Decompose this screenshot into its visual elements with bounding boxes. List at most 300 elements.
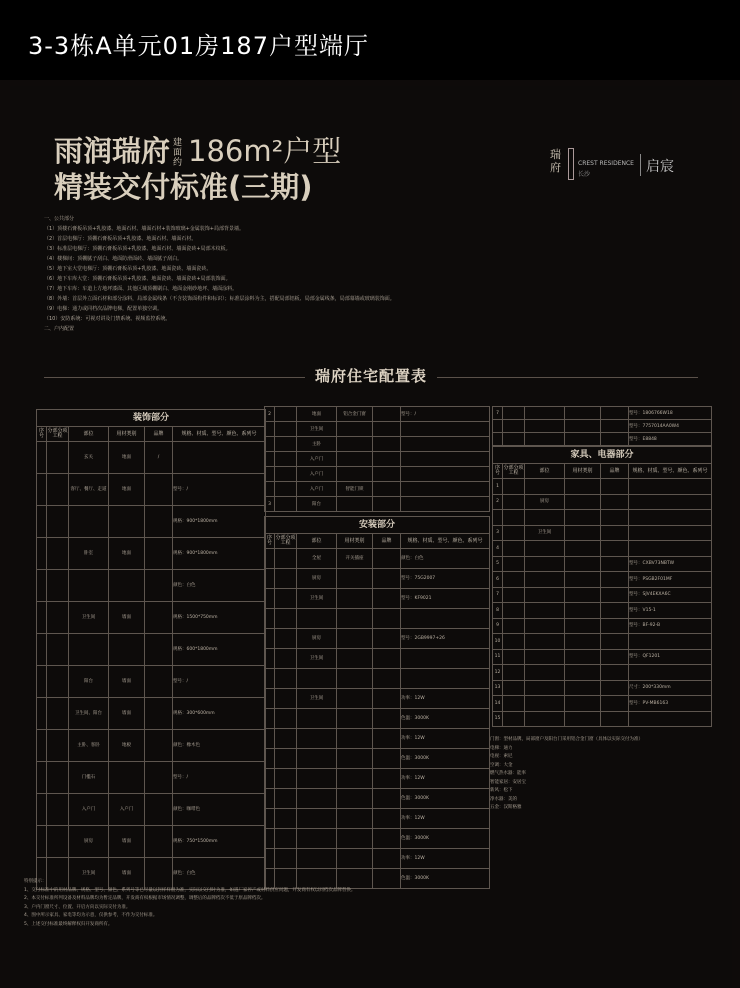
table-cell [173, 442, 266, 474]
table-cell [265, 467, 275, 482]
table-cell [493, 510, 503, 526]
footer-note-line: 3、户内门窗尺寸、位置、开启方向以实际交付为准。 [24, 904, 131, 910]
table-cell [297, 789, 337, 809]
table-cell: 型号：KF9021 [401, 589, 490, 609]
table-cell [601, 433, 629, 446]
footer-note-line: 5、上述交付标准最终解释权归开发商所有。 [24, 921, 113, 927]
table-cell [297, 769, 337, 789]
table-cell [565, 525, 601, 541]
table-cell [337, 452, 373, 467]
table-cell [337, 849, 373, 869]
table-cell [503, 556, 525, 572]
brand-city: 长沙 [578, 171, 591, 178]
table-cell [503, 479, 525, 495]
table-row [265, 407, 490, 422]
column-header: 序号 [493, 464, 503, 479]
table-row [265, 809, 490, 829]
table-cell [525, 556, 565, 572]
table-cell [145, 602, 173, 634]
table-row [265, 669, 490, 689]
table-row [493, 407, 712, 420]
table-cell: 规格：900*1800mm [173, 506, 266, 538]
header-row [37, 427, 266, 442]
table-cell: 入户门 [297, 452, 337, 467]
table-cell [47, 634, 69, 666]
table-cell [275, 669, 297, 689]
table-cell: 1 [493, 479, 503, 495]
section-title: 家具、电器部分 [493, 447, 712, 464]
table-cell [629, 665, 712, 681]
table-cell: 开关插座 [337, 549, 373, 569]
table-cell [337, 669, 373, 689]
column-header: 序号 [265, 534, 275, 549]
table-cell [37, 474, 47, 506]
table-cell [525, 420, 565, 433]
table-cell: 功率：12W [401, 769, 490, 789]
note-line: （10）安防系统：可视对讲及门禁系统、视频监控系统。 [44, 316, 171, 322]
table-cell [565, 407, 601, 420]
note-line: （7）地下车库：车道上方地坪漆面、其他区域顶棚刷白、地面金刚砂地坪、墙面涂料。 [44, 286, 238, 292]
decor-table [36, 409, 266, 890]
footer-note-line: 4、图中所示家具、家电等均为示意，仅供参考，不作为交付标准。 [24, 913, 158, 918]
table-row [37, 826, 266, 858]
table-cell [337, 589, 373, 609]
table-cell [275, 689, 297, 709]
table-cell: 门槛石 [69, 762, 109, 794]
appliance-note-line: 空调：大金 [490, 762, 513, 768]
table-row [37, 794, 266, 826]
table-cell [601, 618, 629, 634]
table-cell: 颜色：白色 [173, 570, 266, 602]
table-cell [297, 749, 337, 769]
table-cell: 型号：/ [173, 762, 266, 794]
table-cell [145, 730, 173, 762]
appliance-note-line: 燃气热水器：能率 [490, 771, 526, 776]
table-cell: 10 [493, 634, 503, 650]
table-row [493, 603, 712, 619]
table-cell [275, 569, 297, 589]
table-cell: 厨房 [297, 569, 337, 589]
brand-english: CREST RESIDENCE [578, 160, 634, 167]
table-cell [373, 482, 401, 497]
table-cell [565, 634, 601, 650]
table-cell [37, 538, 47, 570]
table-cell: 13 [493, 680, 503, 696]
table-cell: 功率：12W [401, 849, 490, 869]
table-row [265, 467, 490, 482]
table-cell [109, 762, 145, 794]
table-cell [275, 769, 297, 789]
table-cell [503, 649, 525, 665]
table-cell [265, 709, 275, 729]
table-cell: 色温：3000K [401, 749, 490, 769]
table-cell: 墙面 [109, 826, 145, 858]
table-row [493, 525, 712, 541]
table-cell [601, 494, 629, 510]
table-cell [601, 407, 629, 420]
table-cell [337, 789, 373, 809]
table-cell [401, 482, 490, 497]
table-cell [337, 729, 373, 749]
table-cell [337, 569, 373, 589]
table-cell: 墙面 [109, 666, 145, 698]
table-row [37, 538, 266, 570]
column-header: 规格、材质、型号、颜色、系列号 [173, 427, 266, 442]
table-cell: 5 [493, 556, 503, 572]
table-cell: 7 [493, 587, 503, 603]
table-cell [265, 629, 275, 649]
table-cell [37, 794, 47, 826]
column-header: 部位 [525, 464, 565, 479]
table-cell [337, 629, 373, 649]
table-cell [373, 789, 401, 809]
column-header: 部位 [297, 534, 337, 549]
table-cell: 入户门 [297, 467, 337, 482]
table-cell [47, 826, 69, 858]
table-cell [373, 689, 401, 709]
table-cell [565, 479, 601, 495]
table-cell [565, 587, 601, 603]
table-cell [265, 789, 275, 809]
table-cell: 入户门 [109, 794, 145, 826]
table-cell [275, 437, 297, 452]
table-cell [503, 541, 525, 557]
table-cell [503, 711, 525, 727]
table-row [493, 479, 712, 495]
table-cell: 规格：1500*750mm [173, 602, 266, 634]
table-cell: 型号：/ [173, 666, 266, 698]
table-cell [565, 649, 601, 665]
table-cell [275, 829, 297, 849]
table-cell: 型号：PV-MB6163 [629, 696, 712, 712]
table-cell: 色温：3000K [401, 829, 490, 849]
table-cell [503, 407, 525, 420]
table-cell [565, 572, 601, 588]
table-cell [265, 829, 275, 849]
table-cell [69, 570, 109, 602]
install-top-table [264, 406, 490, 512]
table-cell [265, 649, 275, 669]
table-cell [525, 407, 565, 420]
table-cell [565, 556, 601, 572]
table-cell: 卫生间 [297, 589, 337, 609]
public-notes [44, 214, 684, 334]
title-area: 186m²户型 [188, 134, 342, 168]
table-cell: 卫生间 [297, 649, 337, 669]
table-cell [373, 569, 401, 589]
table-cell [565, 711, 601, 727]
table-row [37, 698, 266, 730]
table-cell [265, 769, 275, 789]
table-cell [601, 525, 629, 541]
table-cell [275, 452, 297, 467]
table-cell [601, 479, 629, 495]
table-cell [601, 603, 629, 619]
table-cell [503, 696, 525, 712]
table-cell: 型号：75G2007 [401, 569, 490, 589]
table-row [493, 433, 712, 446]
table-cell [145, 634, 173, 666]
page-title: 3-3栋A单元01房187户型端厅 [28, 32, 369, 60]
table-cell [275, 709, 297, 729]
table-cell [275, 482, 297, 497]
table-cell [145, 570, 173, 602]
table-cell [373, 549, 401, 569]
table-row [37, 730, 266, 762]
table-cell [373, 589, 401, 609]
table-cell: 型号：SJV4EKXA6C [629, 587, 712, 603]
table-cell: 7 [493, 407, 503, 420]
table-cell [275, 609, 297, 629]
table-cell [47, 698, 69, 730]
table-cell [275, 549, 297, 569]
table-cell: 地面 [109, 442, 145, 474]
table-cell: 地板 [109, 730, 145, 762]
table-row [265, 709, 490, 729]
note-line: （3）标准层电梯厅：顶棚石膏板吊顶+乳胶漆、地面石材、墙面瓷砖+局部木纹板。 [44, 246, 231, 252]
table-cell [275, 649, 297, 669]
table-cell: 4 [493, 541, 503, 557]
table-cell [275, 729, 297, 749]
table-cell [275, 849, 297, 869]
table-cell [145, 762, 173, 794]
table-cell [373, 849, 401, 869]
table-cell [145, 666, 173, 698]
table-cell [337, 649, 373, 669]
table-row [265, 609, 490, 629]
table-cell [337, 467, 373, 482]
table-cell: 型号：1806766W18 [629, 407, 712, 420]
table-cell [145, 826, 173, 858]
table-cell [37, 602, 47, 634]
table-cell: 色温：3000K [401, 709, 490, 729]
table-cell: 墙面 [109, 858, 145, 890]
table-cell: 卫生间 [297, 689, 337, 709]
section-row [265, 517, 490, 534]
table-cell [337, 709, 373, 729]
note-line: （9）电梯：通力或同档次品牌电梯，配置单独空调。 [44, 306, 163, 312]
footer-note-line: 2、本交付标准所列设备及材料品牌均为暂定品牌，开发商有权根据市场情况调整，调整后的品牌档次不低于原品牌档次。 [24, 896, 266, 901]
table-cell [503, 587, 525, 603]
table-cell [401, 669, 490, 689]
table-cell [275, 809, 297, 829]
section-row [493, 447, 712, 464]
brand-vertical: 瑞府 [550, 148, 561, 174]
table-cell [601, 680, 629, 696]
table-cell: 客厅、餐厅、走道 [69, 474, 109, 506]
table-cell [601, 696, 629, 712]
table-cell [525, 696, 565, 712]
table-row [265, 729, 490, 749]
table-cell [297, 829, 337, 849]
table-cell [37, 570, 47, 602]
table-cell: 厨房 [297, 629, 337, 649]
table-row [493, 541, 712, 557]
table-cell [275, 497, 297, 512]
table-cell [401, 609, 490, 629]
table-cell [265, 749, 275, 769]
table-cell [265, 809, 275, 829]
column-header: 分部分项工程 [503, 464, 525, 479]
table-cell [373, 709, 401, 729]
table-row [493, 696, 712, 712]
table-row [265, 452, 490, 467]
table-cell: 墙面 [109, 698, 145, 730]
config-title-wrap [10, 365, 732, 386]
config-title: 瑞府住宅配置表 [305, 367, 437, 385]
table-cell: 型号：PSGB2F01MF [629, 572, 712, 588]
table-cell: 2 [493, 494, 503, 510]
table-row [265, 749, 490, 769]
appliance-note-line: 智能家居：安居宝 [490, 779, 526, 785]
brand-logo [550, 138, 710, 188]
table-cell [525, 587, 565, 603]
table-cell [401, 452, 490, 467]
table-cell [47, 474, 69, 506]
table-cell: 14 [493, 696, 503, 712]
table-cell [297, 809, 337, 829]
table-row [265, 549, 490, 569]
table-cell [503, 510, 525, 526]
note-line: 一、公共部分 [44, 216, 75, 222]
table-cell [525, 479, 565, 495]
table-row [493, 680, 712, 696]
table-cell: 色温：3000K [401, 789, 490, 809]
table-cell [265, 569, 275, 589]
table-cell [337, 829, 373, 849]
install-table [264, 516, 490, 889]
appliance-note-line: 新风：松下 [490, 788, 513, 793]
column-header: 品牌 [601, 464, 629, 479]
table-row [37, 602, 266, 634]
table-cell [525, 572, 565, 588]
table-cell [145, 698, 173, 730]
table-cell [373, 669, 401, 689]
table-cell: 功率：12W [401, 729, 490, 749]
table-cell [503, 634, 525, 650]
table-cell [265, 609, 275, 629]
poster-subtitle: 精装交付标准(三期) [54, 170, 313, 204]
table-cell [337, 769, 373, 789]
table-cell: 卫生间 [525, 525, 565, 541]
table-cell [275, 629, 297, 649]
table-cell [601, 556, 629, 572]
note-line: （4）楼梯间：顶棚腻子刮白、地面防滑面砖、墙面腻子刮白。 [44, 256, 183, 262]
table-cell: 型号：2GB9997+26 [401, 629, 490, 649]
column-header: 品牌 [145, 427, 173, 442]
table-cell [565, 510, 601, 526]
table-cell: 规格：300*600mm [173, 698, 266, 730]
table-cell [601, 634, 629, 650]
table-cell [337, 422, 373, 437]
table-cell: 型号：E8848 [629, 433, 712, 446]
table-row [265, 497, 490, 512]
table-cell [503, 572, 525, 588]
appliance-note-line: 门窗：型材品牌，局部窗户及阳台门采用铝合金门窗（具体以实际交付为准） [490, 737, 643, 742]
table-row [37, 474, 266, 506]
table-cell [145, 506, 173, 538]
table-cell: 厨房 [525, 494, 565, 510]
table-cell [525, 680, 565, 696]
table-cell: 规格：600*1800mm [173, 634, 266, 666]
table-cell: 规格：750*1500mm [173, 826, 266, 858]
table-cell [337, 609, 373, 629]
table-row [37, 762, 266, 794]
table-cell [373, 437, 401, 452]
table-cell [629, 634, 712, 650]
note-line: 二、户内配置 [44, 326, 75, 332]
table-cell [297, 669, 337, 689]
table-cell [297, 849, 337, 869]
table-cell [601, 420, 629, 433]
table-cell: 卫生间 [297, 422, 337, 437]
poster-title [54, 129, 341, 170]
table-cell [373, 407, 401, 422]
section-title: 安装部分 [265, 517, 490, 534]
table-cell: 型号：QF1201 [629, 649, 712, 665]
note-line: （6）地下车库大堂：顶棚石膏板吊顶+乳胶漆、地面瓷砖、墙面瓷砖+局部装饰面。 [44, 276, 231, 282]
table-row [493, 587, 712, 603]
table-cell: 规格：900*1800mm [173, 538, 266, 570]
table-cell [145, 538, 173, 570]
table-row [493, 556, 712, 572]
table-cell [275, 589, 297, 609]
table-cell: 型号：CXBV73NBTW [629, 556, 712, 572]
table-cell: 尺寸：200*330mm [629, 680, 712, 696]
table-cell [109, 570, 145, 602]
table-cell: 入户门 [297, 482, 337, 497]
table-row [265, 569, 490, 589]
table-cell [629, 711, 712, 727]
table-cell [47, 794, 69, 826]
brand-chinese: 启宸 [646, 159, 674, 175]
table-cell: 铝合金门窗 [337, 407, 373, 422]
table-cell: 型号：/ [173, 474, 266, 506]
table-cell [373, 467, 401, 482]
table-cell [37, 762, 47, 794]
table-row [493, 618, 712, 634]
table-cell: 全屋 [297, 549, 337, 569]
table-cell [373, 729, 401, 749]
poster [10, 86, 732, 988]
table-cell [47, 570, 69, 602]
table-cell [629, 494, 712, 510]
table-row [37, 666, 266, 698]
table-cell: 入户门 [69, 794, 109, 826]
table-cell [565, 618, 601, 634]
table-cell [601, 711, 629, 727]
appliance-notes [490, 736, 720, 813]
table-cell [47, 602, 69, 634]
table-cell: 颜色：白色 [173, 858, 266, 890]
column-header: 部位 [69, 427, 109, 442]
column-header: 品牌 [373, 534, 401, 549]
appliance-note-line: 净水器：美的 [490, 796, 517, 802]
table-cell: 3 [265, 497, 275, 512]
table-row [265, 589, 490, 609]
table-cell [37, 634, 47, 666]
table-cell: 智能门锁 [337, 482, 373, 497]
appliance-note-line: 电视：索尼 [490, 754, 513, 759]
table-cell [401, 422, 490, 437]
table-cell: 主卧 [297, 437, 337, 452]
footer-notes [24, 878, 716, 929]
table-row [265, 422, 490, 437]
table-cell [565, 420, 601, 433]
table-cell [601, 510, 629, 526]
table-cell [601, 587, 629, 603]
table-cell [373, 422, 401, 437]
